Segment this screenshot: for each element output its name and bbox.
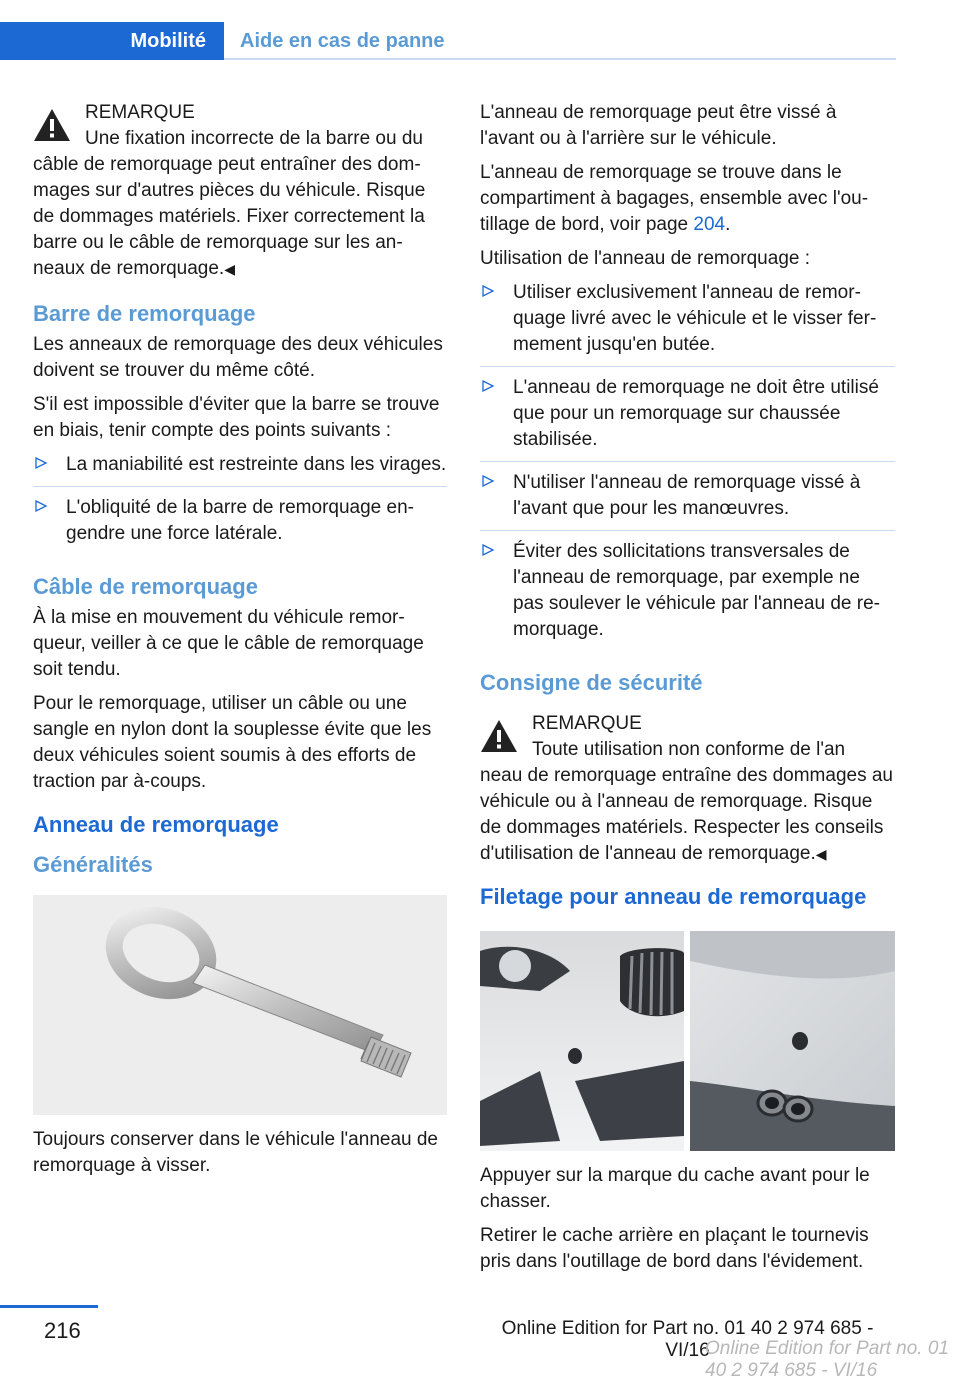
list-item (480, 366, 895, 461)
notice-title: REMARQUE (532, 713, 642, 734)
notice-text: neau de remorquage entraîne des dommages au véhicule ou à l'anneau de remorquage. Risque de dommages matériels. Respecter les conseils d'utilisation de l'anneau de remorquage. (480, 765, 893, 864)
section-heading-barre: Barre de remorquage (33, 301, 256, 326)
warning-triangle-icon (33, 108, 71, 142)
paragraph-text: . (725, 214, 731, 235)
list-item-text: L'obliquité de la barre de remorquage engendre une force latérale. (66, 497, 414, 544)
bumper-photo (480, 931, 895, 1151)
notice-first-line: Toute utilisation non conforme de l'an (532, 739, 846, 760)
section-heading-anneau: Anneau de remorquage (33, 812, 279, 837)
list-item-text: Éviter des sollicitations transversales de l'anneau de remorquage, par exemple ne pas soulever le véhicule par l'anneau de remorquage. (513, 541, 880, 640)
tow-eye-illustration (33, 895, 447, 1115)
watermark: Online Edition for Part no. 01 40 2 974 685 - VI/16 (705, 1338, 949, 1381)
section-heading-consigne: Consigne de sécurité (480, 670, 703, 695)
right-column (480, 100, 895, 1283)
notice-first-line: Une fixation incorrecte de la barre ou du (85, 128, 423, 149)
bullet-list-usage (480, 280, 895, 651)
section-heading-cable: Câble de remorquage (33, 574, 258, 599)
list-item (480, 461, 895, 530)
end-mark-icon: ◀ (224, 261, 235, 277)
list-item (33, 486, 447, 555)
bullet-triangle-icon (482, 475, 494, 487)
tow-eye-image (33, 895, 447, 1115)
section-heading-filetage: Filetage pour anneau de remorquage (480, 884, 867, 909)
tab-mobilite[interactable]: Mobilité (0, 22, 224, 60)
page-link[interactable]: 204 (693, 214, 726, 235)
paragraph (480, 160, 895, 238)
paragraph: Appuyer sur la marque du cache avant pour le chasser. (480, 1165, 870, 1212)
paragraph: À la mise en mouvement du véhicule remorqueur, veiller à ce que le câble de remorquage soit tendu. (33, 607, 424, 680)
left-column (33, 100, 447, 1187)
bullet-triangle-icon (482, 380, 494, 392)
list-item (33, 452, 447, 486)
bumper-image (480, 931, 895, 1151)
page-number: 216 (44, 1318, 81, 1343)
list-item (480, 530, 895, 651)
list-item-text: N'utiliser l'anneau de remorquage vissé à l'avant que pour les manœuvres. (513, 472, 861, 519)
notice-title: REMARQUE (85, 102, 195, 123)
edition-label: Online Edition for Part no. 01 40 2 974 685 - VI/16 (501, 1318, 874, 1361)
paragraph: Retirer le cache arrière en plaçant le tournevis pris dans l'outillage de bord dans l'évidement. (480, 1225, 869, 1272)
bullet-triangle-icon (35, 500, 47, 512)
tab-aide-en-cas-de-panne[interactable]: Aide en cas de panne (240, 29, 445, 52)
bullet-triangle-icon (482, 544, 494, 556)
notice-text: câble de remorquage peut entraîner des dommages sur d'autres pièces du véhicule. Risque de dommages matériels. Fixer correctement la barre ou le câble de remorquage sur les anneaux de remorquage. (33, 154, 426, 279)
list-item-text: L'anneau de remorquage ne doit être utilisé que pour un remorquage sur chaussée stabilisée. (513, 377, 879, 450)
bullet-list-barre (33, 452, 447, 555)
list-item-text: La maniabilité est restreinte dans les virages. (66, 454, 447, 475)
paragraph: Les anneaux de remorquage des deux véhicules doivent se trouver du même côté. (33, 334, 443, 381)
bullet-triangle-icon (482, 285, 494, 297)
footer-divider (0, 1305, 98, 1308)
paragraph: S'il est impossible d'éviter que la barre se trouve en biais, tenir compte des points suivants : (33, 394, 440, 441)
paragraph: Pour le remorquage, utiliser un câble ou une sangle en nylon dont la souplesse évite que les deux véhicules soient soumis à des efforts de traction par à-coups. (33, 693, 432, 792)
bullet-triangle-icon (35, 457, 47, 469)
paragraph: Utilisation de l'anneau de remorquage : (480, 248, 811, 269)
image-caption: Toujours conserver dans le véhicule l'anneau de remorquage à visser. (33, 1129, 438, 1176)
list-item (480, 280, 895, 366)
warning-notice (480, 711, 895, 867)
warning-triangle-icon (480, 719, 518, 753)
list-item-text: Utiliser exclusivement l'anneau de remorquage livré avec le véhicule et le visser fermement jusqu'en butée. (513, 282, 877, 355)
warning-notice (33, 100, 447, 282)
header-divider (224, 58, 896, 60)
subheading-generalites: Généralités (33, 852, 153, 877)
end-mark-icon: ◀ (815, 846, 827, 862)
paragraph: L'anneau de remorquage peut être vissé à l'avant ou à l'arrière sur le véhicule. (480, 102, 837, 149)
page-header (0, 0, 960, 62)
paragraph-text: L'anneau de remorquage se trouve dans le compartiment à bagages, ensemble avec l'outillage de bord, voir page (480, 162, 869, 235)
